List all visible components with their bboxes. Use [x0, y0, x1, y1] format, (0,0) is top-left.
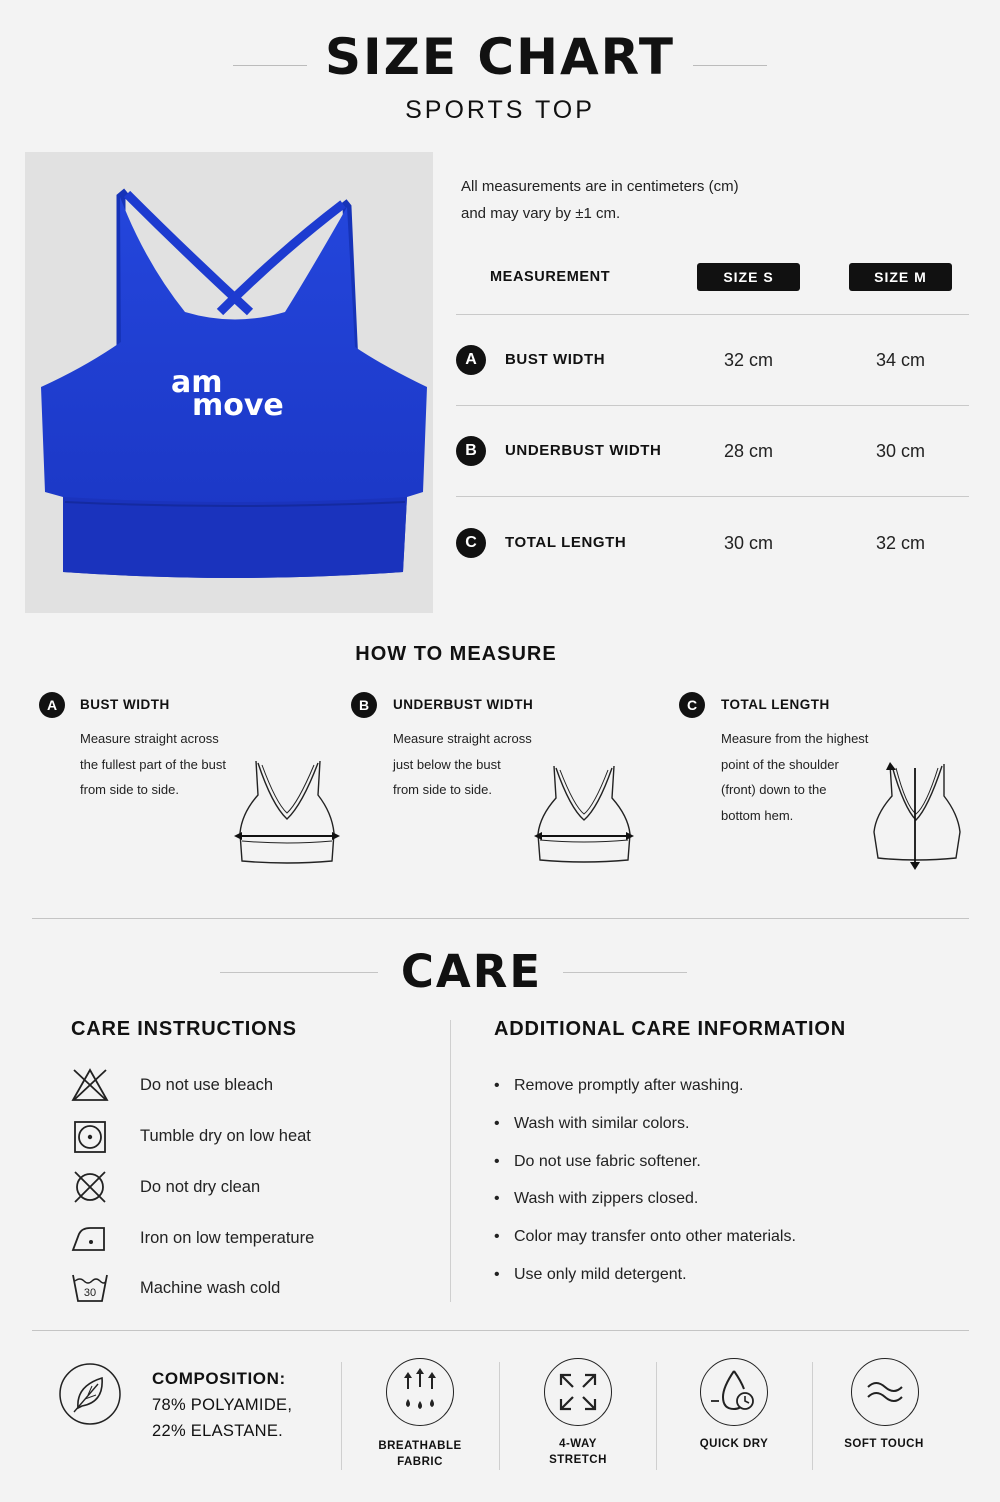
no-bleach-icon	[70, 1067, 110, 1103]
measure-key-a: A	[39, 692, 65, 718]
additional-care-item: • Wash with similar colors.	[514, 1115, 689, 1133]
additional-care-item: • Remove promptly after washing.	[514, 1077, 743, 1095]
care-item-no-dry-clean: Do not dry clean	[140, 1178, 261, 1196]
wash-30-icon	[70, 1271, 110, 1305]
length-measure-diagram	[868, 758, 964, 870]
additional-care-item: • Do not use fabric softener.	[514, 1153, 701, 1171]
feature-divider	[341, 1362, 342, 1470]
row-key-c: C	[456, 528, 486, 558]
measure-title-bust: BUST WIDTH	[80, 697, 170, 712]
product-image	[25, 152, 433, 613]
size-s-badge: SIZE S	[697, 263, 800, 291]
feature-label-breathable: BREATHABLE FABRIC	[378, 1440, 462, 1468]
section-divider	[32, 918, 969, 919]
feature-badge	[851, 1358, 919, 1426]
care-title: CARE	[400, 945, 543, 998]
care-item-machine-wash: Machine wash cold	[140, 1279, 281, 1297]
care-instructions-title: CARE INSTRUCTIONS	[71, 1018, 297, 1040]
additional-care-item: • Use only mild detergent.	[514, 1266, 687, 1284]
row-a-size-m: 34 cm	[876, 350, 926, 370]
note-line-1: All measurements are in centimeters (cm)	[461, 178, 739, 195]
row-b-size-s: 28 cm	[724, 441, 774, 461]
care-item-iron: Iron on low temperature	[140, 1229, 315, 1247]
brand-logo-line2: move	[192, 388, 284, 423]
feature-divider	[499, 1362, 500, 1470]
feature-badge	[544, 1358, 612, 1426]
underbust-measure-diagram	[532, 760, 636, 866]
row-label-bust-width: BUST WIDTH	[505, 351, 606, 368]
leaf-icon	[58, 1362, 122, 1426]
how-to-measure-title: HOW TO MEASURE	[355, 643, 557, 665]
feature-badge	[386, 1358, 454, 1426]
feature-divider	[656, 1362, 657, 1470]
composition-title: COMPOSITION:	[152, 1369, 286, 1388]
row-c-size-m: 32 cm	[876, 533, 926, 553]
additional-care-item: • Color may transfer onto other materials.	[514, 1228, 796, 1246]
row-a-size-s: 32 cm	[724, 350, 774, 370]
iron-low-icon	[70, 1222, 110, 1254]
row-c-size-s: 30 cm	[724, 533, 774, 553]
breathable-icon	[387, 1359, 453, 1425]
brand-logo-line1: am	[171, 365, 223, 400]
soft-touch-icon	[852, 1359, 918, 1425]
size-m-badge: SIZE M	[849, 263, 952, 291]
row-key-b: B	[456, 436, 486, 466]
table-divider	[456, 405, 969, 406]
care-column-divider	[450, 1020, 451, 1302]
care-rule-left	[220, 972, 378, 973]
row-label-underbust-width: UNDERBUST WIDTH	[505, 442, 662, 459]
composition-line-2: 22% ELASTANE.	[152, 1422, 284, 1440]
tumble-dry-low-icon	[72, 1119, 108, 1155]
measure-key-b: B	[351, 692, 377, 718]
row-b-size-m: 30 cm	[876, 441, 926, 461]
no-dry-clean-icon	[70, 1169, 110, 1205]
measure-title-length: TOTAL LENGTH	[721, 697, 830, 712]
stretch-icon	[545, 1359, 611, 1425]
row-key-a: A	[456, 345, 486, 375]
measure-key-c: C	[679, 692, 705, 718]
additional-care-title: ADDITIONAL CARE INFORMATION	[494, 1018, 846, 1040]
measure-desc-bust: Measure straight across the fullest part of the bust from side to side.	[80, 731, 226, 797]
note-line-2: and may vary by ±1 cm.	[461, 205, 621, 222]
measure-desc-underbust: Measure straight across just below the bust from side to side.	[393, 731, 532, 797]
table-header-measurement: MEASUREMENT	[490, 269, 611, 285]
feature-label-quick-dry: QUICK DRY	[699, 1438, 769, 1450]
feature-badge	[700, 1358, 768, 1426]
additional-care-item: • Wash with zippers closed.	[514, 1190, 698, 1208]
feature-label-soft-touch: SOFT TOUCH	[844, 1438, 924, 1450]
table-divider	[456, 314, 969, 315]
sports-top-illustration	[25, 152, 433, 613]
table-divider	[456, 496, 969, 497]
composition-line-1: 78% POLYAMIDE,	[152, 1396, 293, 1414]
care-rule-right	[563, 972, 687, 973]
page-subtitle: SPORTS TOP	[405, 96, 595, 124]
row-label-total-length: TOTAL LENGTH	[505, 534, 627, 551]
features-divider	[32, 1330, 969, 1331]
care-item-tumble-dry: Tumble dry on low heat	[140, 1127, 311, 1145]
feature-label-stretch: 4-WAY STRETCH	[549, 1438, 607, 1466]
wash-temperature: 30	[83, 1287, 97, 1299]
bust-measure-diagram	[232, 755, 342, 867]
feature-divider	[812, 1362, 813, 1470]
care-item-no-bleach: Do not use bleach	[140, 1076, 274, 1094]
page-title: SIZE CHART	[324, 28, 676, 86]
measure-title-underbust: UNDERBUST WIDTH	[393, 697, 534, 712]
measure-desc-length: Measure from the highest point of the shoulder (front) down to the bottom hem.	[721, 731, 869, 823]
quick-dry-icon	[701, 1359, 767, 1425]
